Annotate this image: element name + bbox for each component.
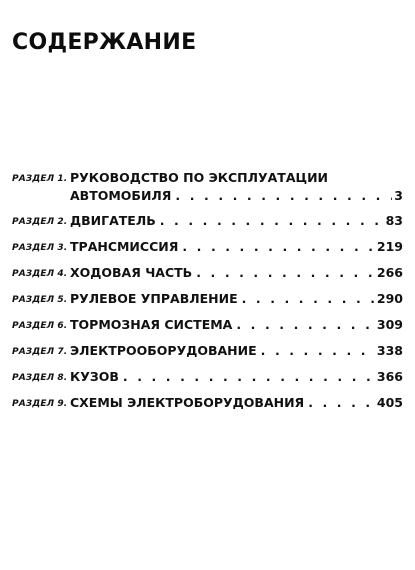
section-number: РАЗДЕЛ 9. <box>12 399 68 409</box>
section-number: РАЗДЕЛ 5. <box>12 295 68 305</box>
leader-dots <box>123 369 375 384</box>
page-number: 338 <box>376 343 403 358</box>
leader-dots <box>175 188 392 203</box>
page-number: 3 <box>394 188 403 203</box>
entry-line <box>70 188 403 206</box>
entry-line <box>70 291 403 309</box>
section-number: РАЗДЕЛ 6. <box>12 321 68 331</box>
page-number: 83 <box>385 213 403 228</box>
toc-entry-3[interactable] <box>0 239 415 259</box>
section-number: РАЗДЕЛ 8. <box>12 373 68 383</box>
entry-title: АВТОМОБИЛЯ <box>70 188 172 203</box>
section-number: РАЗДЕЛ 4. <box>12 269 68 279</box>
entry-line <box>70 369 403 387</box>
page-title: СОДЕРЖАНИЕ <box>12 30 197 55</box>
section-number: РАЗДЕЛ 1. <box>12 174 68 184</box>
page-number: 366 <box>376 369 403 384</box>
entry-title: ТРАНСМИССИЯ <box>70 239 179 254</box>
page-number: 309 <box>376 317 403 332</box>
toc-entry-9[interactable] <box>0 395 415 415</box>
toc-entry-5[interactable] <box>0 291 415 311</box>
toc-entry-4[interactable] <box>0 265 415 285</box>
page-number: 266 <box>376 265 403 280</box>
section-number: РАЗДЕЛ 2. <box>12 217 68 227</box>
leader-dots <box>160 213 384 228</box>
toc-entry-2[interactable] <box>0 213 415 233</box>
entry-title: КУЗОВ <box>70 369 119 384</box>
toc-entry-8[interactable] <box>0 369 415 389</box>
toc-entry-6[interactable] <box>0 317 415 337</box>
leader-dots <box>236 317 375 332</box>
entry-title: РУЛЕВОЕ УПРАВЛЕНИЕ <box>70 291 238 306</box>
page-number: 290 <box>376 291 403 306</box>
leader-dots <box>242 291 375 306</box>
entry-line <box>70 213 403 231</box>
leader-dots <box>261 343 375 358</box>
entry-title: СХЕМЫ ЭЛЕКТРОБОРУДОВАНИЯ <box>70 395 305 410</box>
entry-title: ЭЛЕКТРООБОРУДОВАНИЕ <box>70 343 257 358</box>
leader-dots <box>182 239 375 254</box>
entry-title-line1: РУКОВОДСТВО ПО ЭКСПЛУАТАЦИИ <box>70 170 329 185</box>
section-number: РАЗДЕЛ 3. <box>12 243 68 253</box>
page-number: 405 <box>376 395 403 410</box>
entry-title: ХОДОВАЯ ЧАСТЬ <box>70 265 193 280</box>
entry-title: ДВИГАТЕЛЬ <box>70 213 156 228</box>
page-number: 219 <box>376 239 403 254</box>
entry-line <box>70 317 403 335</box>
toc-entry-1[interactable] <box>0 170 415 206</box>
entry-line <box>70 239 403 257</box>
entry-line <box>70 343 403 361</box>
entry-line <box>70 265 403 283</box>
section-number: РАЗДЕЛ 7. <box>12 347 68 357</box>
entry-title: ТОРМОЗНАЯ СИСТЕМА <box>70 317 233 332</box>
leader-dots <box>196 265 375 280</box>
leader-dots <box>308 395 375 410</box>
toc-entry-7[interactable] <box>0 343 415 363</box>
entry-line <box>70 395 403 413</box>
